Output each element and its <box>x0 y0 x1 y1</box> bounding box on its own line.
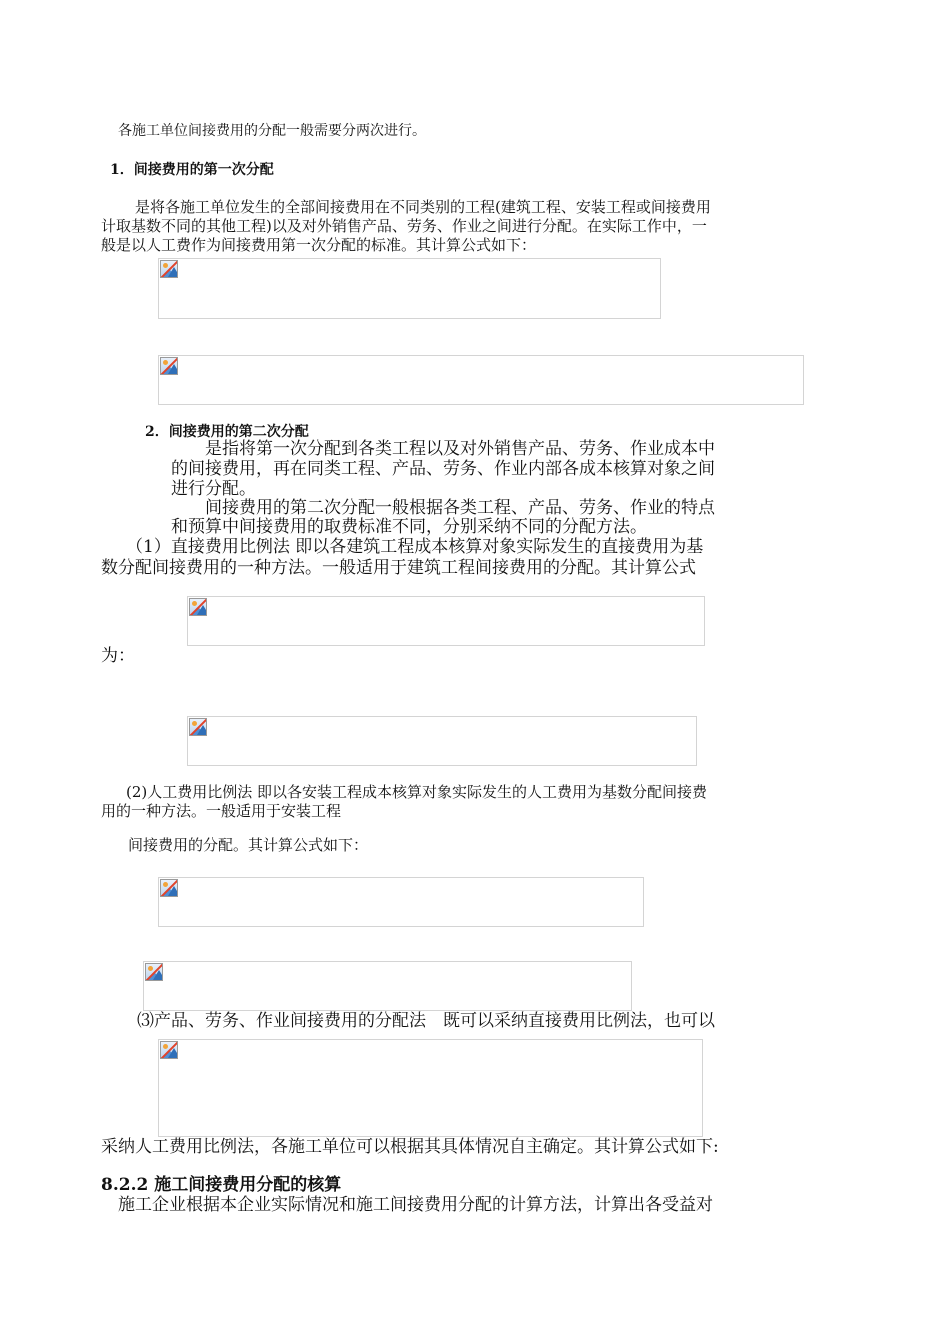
method1-line-2: 数分配间接费用的一种方法。一般适用于建筑工程间接费用的分配。其计算公式 <box>101 558 696 578</box>
section822-line-1: 施工企业根据本企业实际情况和施工间接费用分配的计算方法，计算出各受益对 <box>118 1195 713 1215</box>
formula-image-6 <box>143 961 632 1011</box>
broken-image-icon <box>189 598 207 616</box>
formula-image-2 <box>158 355 804 405</box>
method3-line-2: 采纳人工费用比例法，各施工单位可以根据其具体情况自主确定。其计算公式如下: <box>101 1137 719 1157</box>
section2-line-5: 和预算中间接费用的取费标准不同，分别采纳不同的分配方法。 <box>171 517 647 537</box>
broken-image-icon <box>189 718 207 736</box>
broken-image-icon <box>145 963 163 981</box>
formula-image-5 <box>158 877 644 927</box>
method2-line-1: (2)人工费用比例法 即以各安装工程成本核算对象实际发生的人工费用为基数分配间接费 <box>126 783 708 801</box>
method2-line-2: 用的一种方法。一般适用于安装工程 <box>101 802 342 820</box>
method1-line-1: （1）直接费用比例法 即以各建筑工程成本核算对象实际发生的直接费用为基 <box>126 537 704 557</box>
section2-line-3: 进行分配。 <box>171 479 256 499</box>
section2-heading: 2．间接费用的第二次分配 <box>145 424 309 440</box>
formula-image-3 <box>187 596 705 646</box>
section1-line-2: 计取基数不同的其他工程)以及对外销售产品、劳务、作业之间进行分配。在实际工作中，一 <box>101 217 707 235</box>
broken-image-icon <box>160 357 178 375</box>
broken-image-icon <box>160 1041 178 1059</box>
method2-cont: 间接费用的分配。其计算公式如下： <box>128 836 369 854</box>
broken-image-icon <box>160 879 178 897</box>
section2-line-1: 是指将第一次分配到各类工程以及对外销售产品、劳务、作业成本中 <box>205 439 715 459</box>
section1-line-3: 般是以人工费作为间接费用第一次分配的标准。其计算公式如下： <box>101 236 537 254</box>
intro-text: 各施工单位间接费用的分配一般需要分两次进行。 <box>118 123 426 139</box>
section1-line-1: 是将各施工单位发生的全部间接费用在不同类别的工程(建筑工程、安装工程或间接费用 <box>135 198 711 216</box>
section2-line-4: 间接费用的第二次分配一般根据各类工程、产品、劳务、作业的特点 <box>205 498 715 518</box>
section822-heading: 8.2.2 施工间接费用分配的核算 <box>101 1175 342 1195</box>
section1-heading: 1．间接费用的第一次分配 <box>110 162 274 178</box>
formula-image-4 <box>187 716 697 766</box>
broken-image-icon <box>160 260 178 278</box>
formula-image-1 <box>158 258 661 319</box>
method1-wei: 为： <box>101 646 135 666</box>
section2-line-2: 的间接费用，再在同类工程、产品、劳务、作业内部各成本核算对象之间 <box>171 459 715 479</box>
formula-image-7 <box>158 1039 703 1137</box>
method3-line-1: ⑶产品、劳务、作业间接费用的分配法 既可以采纳直接费用比例法，也可以 <box>137 1011 715 1031</box>
